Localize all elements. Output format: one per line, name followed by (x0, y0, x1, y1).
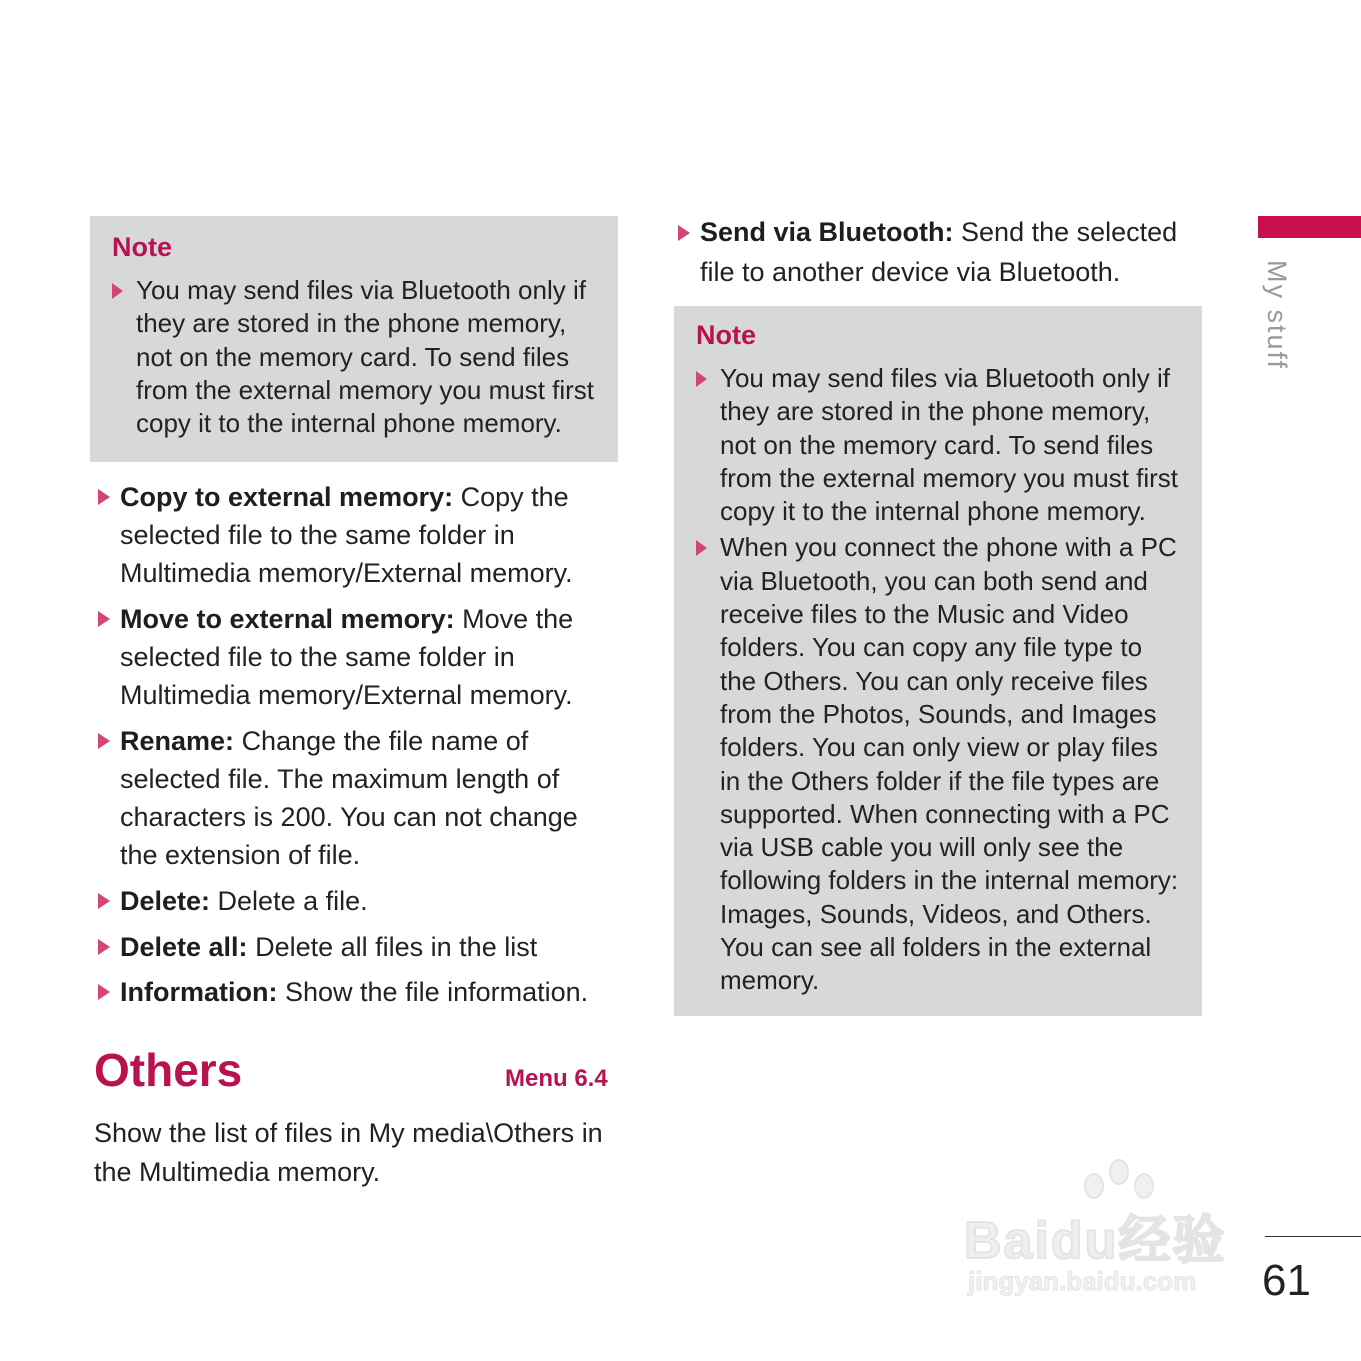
note-title: Note (112, 232, 172, 262)
section-title: Others (94, 1044, 243, 1096)
option-text: Send the selected file to another device via Bluetooth. (700, 217, 1178, 287)
baidu-watermark (964, 1158, 1284, 1308)
option-rename (98, 722, 618, 874)
option-text: Change the file name of selected file. The maximum length of characters is 200. You can not change the extension of file. (120, 726, 578, 870)
watermark-brand: Baidu经验 (964, 1212, 1227, 1270)
option-label: Send via Bluetooth: (700, 217, 954, 247)
option-label: Delete: (120, 886, 211, 916)
note-bullet (112, 274, 598, 440)
bullet-arrow-icon (696, 540, 707, 556)
option-delete-all (98, 928, 618, 966)
option-delete (98, 882, 618, 920)
page-number: 61 (1262, 1256, 1311, 1305)
option-label: Rename: (120, 726, 235, 756)
option-text: Delete all files in the list (255, 932, 538, 962)
bullet-arrow-icon (98, 489, 110, 505)
chapter-label: My stuff (1262, 260, 1292, 371)
section-description: Show the list of files in My media\Others in the Multimedia memory. (94, 1118, 603, 1187)
option-send-bluetooth (678, 212, 1208, 292)
option-text: Delete a file. (217, 886, 368, 916)
option-label: Move to external memory: (120, 604, 455, 634)
note-box-left (90, 216, 618, 462)
note-box-right (674, 306, 1202, 1016)
bullet-arrow-icon (98, 611, 110, 627)
note-bullet (696, 531, 1182, 997)
option-text: Move the selected file to the same folder in Multimedia memory/External memory. (120, 604, 574, 710)
option-label: Copy to external memory: (120, 482, 454, 512)
option-information (98, 973, 618, 1011)
bullet-arrow-icon (98, 733, 110, 749)
watermark-url: jingyan.baidu.com (968, 1266, 1197, 1296)
option-label: Delete all: (120, 932, 248, 962)
menu-number: Menu 6.4 (505, 1065, 608, 1092)
bullet-arrow-icon (678, 225, 690, 241)
bullet-arrow-icon (98, 939, 110, 955)
bullet-arrow-icon (696, 371, 707, 387)
note-bullet-text: You may send files via Bluetooth only if they are stored in the phone memory, not on the memory card. To send files from the external memory you must first copy it to the internal phone memory. (136, 275, 595, 439)
note-bullet (696, 362, 1182, 528)
bullet-arrow-icon (98, 893, 110, 909)
option-copy-external (98, 478, 618, 592)
footer-rule (1265, 1236, 1361, 1237)
option-text: Show the file information. (285, 977, 589, 1007)
option-text: Copy the selected file to the same folder in Multimedia memory/External memory. (120, 482, 573, 588)
bullet-arrow-icon (98, 984, 110, 1000)
option-label: Information: (120, 977, 278, 1007)
chapter-tab-bar (1258, 216, 1361, 238)
note-title: Note (696, 320, 756, 350)
option-move-external (98, 600, 618, 714)
note-bullet-text: When you connect the phone with a PC via Bluetooth, you can both send and receive files to the Music and Video folders. You can copy any file type to the Others. You can only receive files from the Photos, Sounds, and Images folders. You can only view or play files in the Others folder if the file types are supported. When connecting with a PC via USB cable you will only see the following folders in the internal memory: Images, Sounds, Videos, and Others. You can see all folders in the external memory. (720, 532, 1179, 996)
bullet-arrow-icon (112, 283, 123, 299)
note-bullet-text: You may send files via Bluetooth only if they are stored in the phone memory, not on the memory card. To send files from the external memory you must first copy it to the internal phone memory. (720, 363, 1179, 527)
